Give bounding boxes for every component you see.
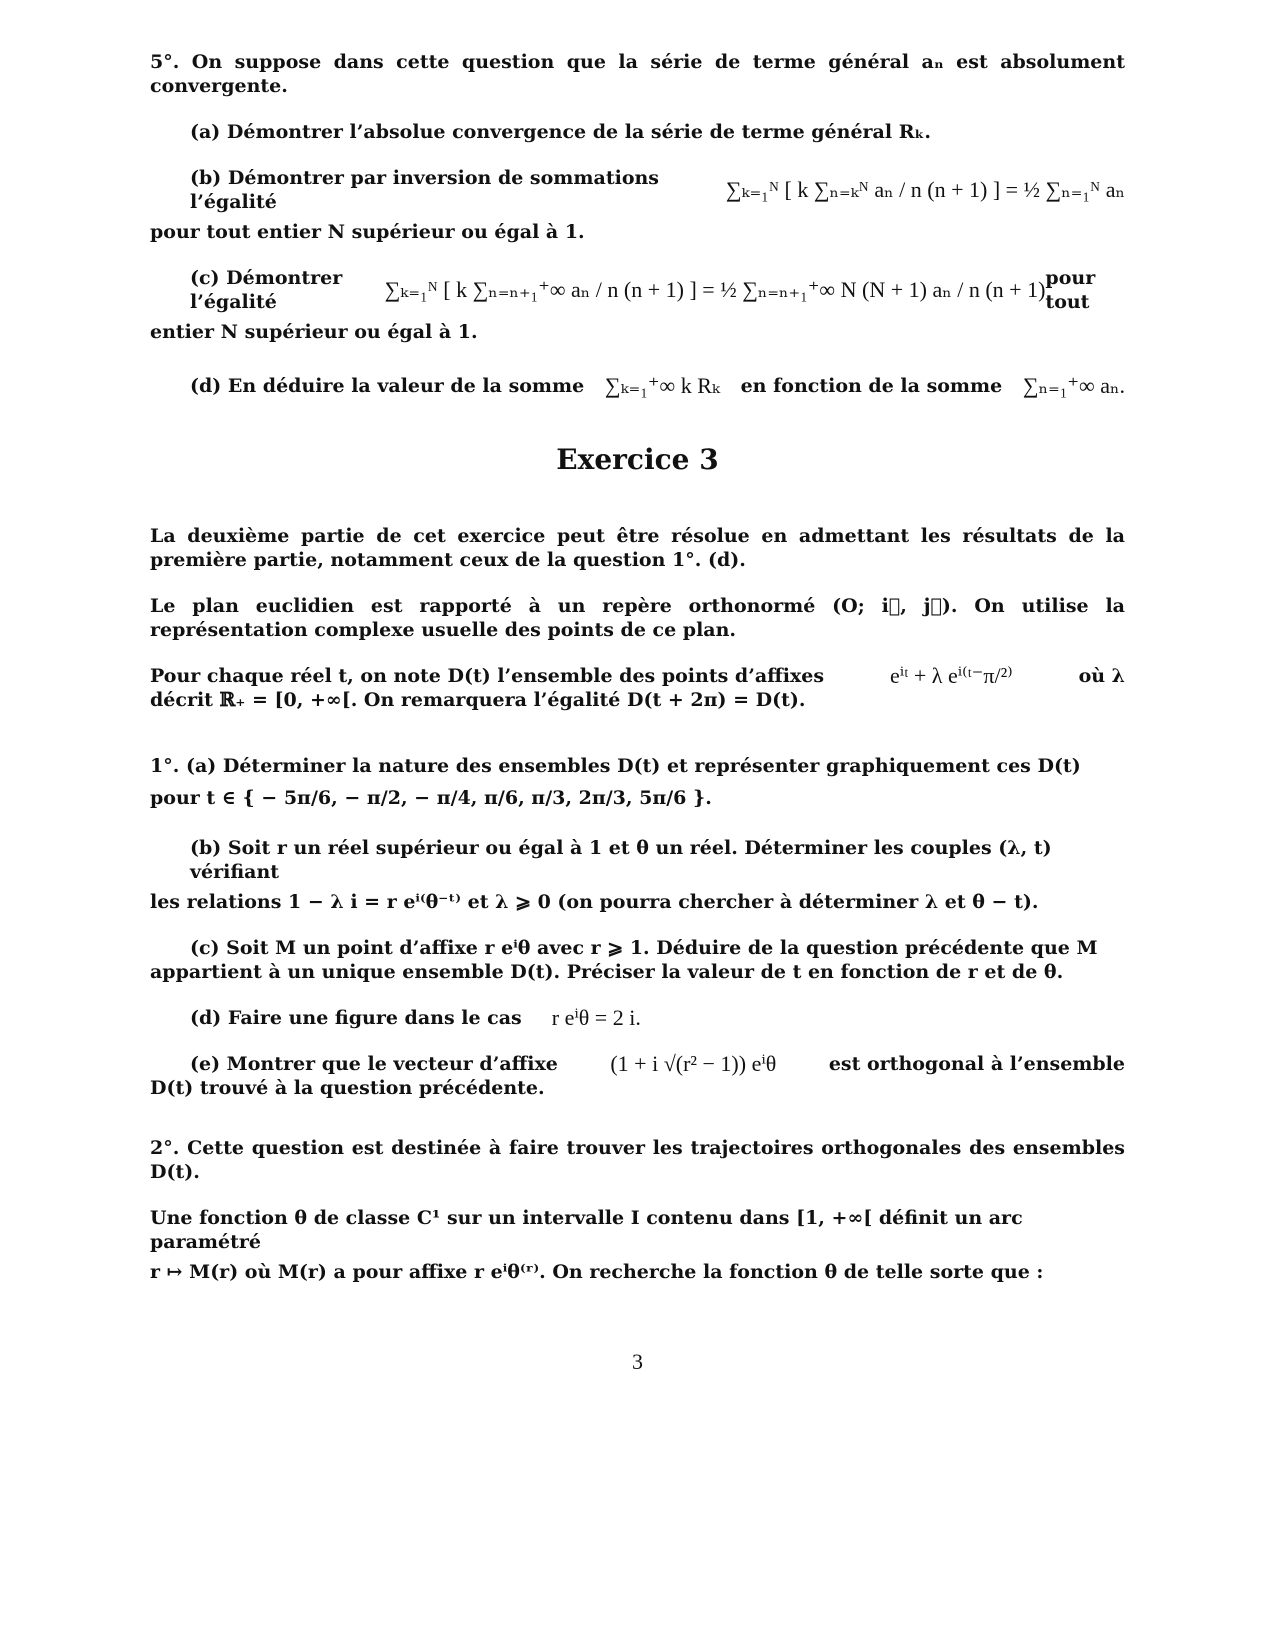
ex3-p3b: où λ [1078,665,1125,687]
q1-d: (d) Faire une figure dans le cas [190,1007,522,1029]
q1-d-formula: r eⁱθ = 2 i. [551,1005,641,1030]
ex3-p2: Le plan euclidien est rapporté à un repère orthonormé (O; i⃗, j⃗). On utilise la représentation complexe usuelle des points de ce plan. [150,595,1125,641]
q5-d-sum2: ∑ₙ₌₁⁺∞ aₙ. [1022,373,1125,398]
q1-e-row [150,1052,1125,1076]
q1-e-formula: (1 + i √(r² − 1)) eⁱθ [610,1051,777,1076]
q1-e1: (e) Montrer que le vecteur d’affixe [190,1053,558,1075]
ex3-p3-formula: eⁱᵗ + λ eⁱ⁽ᵗ⁻π/²⁾ [890,663,1013,688]
q5-d-sum1: ∑ₖ₌₁⁺∞ k Rₖ [604,373,720,398]
page-number: 3 [632,1349,643,1374]
q5-b-label: (b) Démontrer par inversion de sommations l’égalité [190,167,659,213]
exercise-title: Exercice 3 [556,443,719,476]
q5-b-tail: pour tout entier N supérieur ou égal à 1. [150,221,585,243]
q1-e3: D(t) trouvé à la question précédente. [150,1077,545,1099]
q5-b-row [150,166,1125,214]
q1-a2: pour t ∈ { − 5π/6, − π/2, − π/4, π/6, π/3, 2π/3, 5π/6 }. [150,787,712,809]
q2-p3: r ↦ M(r) où M(r) a pour affixe r eⁱθ⁽ʳ⁾. On recherche la fonction θ de telle sorte que : [150,1261,1044,1283]
q5-d-row [150,374,1125,398]
q1-d-row [150,1006,1125,1030]
q5-c-row [150,266,1125,314]
q5-c-after: pour tout [1045,267,1096,313]
q5-d-label: (d) En déduire la valeur de la somme [190,375,585,397]
q5-b-formula: ∑ₖ₌₁ᴺ [ k ∑ₙ₌ₖᴺ aₙ / n (n + 1) ] = ½ ∑ₙ₌₁ᴺ aₙ [725,177,1125,202]
q1-c1: (c) Soit M un point d’affixe r eⁱθ avec r ⩾ 1. Déduire de la question précédente que M [190,937,1098,959]
ex3-p3c: décrit ℝ₊ = [0, +∞[. On remarquera l’égalité D(t + 2π) = D(t). [150,689,806,711]
q1-c2: appartient à un unique ensemble D(t). Préciser la valeur de t en fonction de r et de θ. [150,961,1064,983]
q2-p2: Une fonction θ de classe C¹ sur un intervalle I contenu dans [1, +∞[ définit un arc paramétré [150,1207,1023,1253]
q1-e2: est orthogonal à l’ensemble [828,1053,1125,1075]
q1-a1: 1°. (a) Déterminer la nature des ensembles D(t) et représenter graphiquement ces D(t) [150,755,1081,777]
q5-intro: 5°. On suppose dans cette question que la série de terme général aₙ est absolument convergente. [150,51,1125,97]
q5-c-label: (c) Démontrer l’égalité [190,267,343,313]
q1-b1: (b) Soit r un réel supérieur ou égal à 1 et θ un réel. Déterminer les couples (λ, t) vérifiant [190,837,1052,883]
q5-c-formula: ∑ₖ₌₁ᴺ [ k ∑ₙ₌ₙ₊₁⁺∞ aₙ / n (n + 1) ] = ½ ∑ₙ₌ₙ₊₁⁺∞ N (N + 1) aₙ / n (n + 1) [384,277,1046,302]
q5-a: (a) Démontrer l’absolue convergence de la série de terme général Rₖ. [190,121,932,143]
q1-b2: les relations 1 − λ i = r eⁱ⁽θ⁻ᵗ⁾ et λ ⩾ 0 (on pourra chercher à déterminer λ et θ − t). [150,891,1039,913]
ex3-p3-row [150,664,1125,688]
ex3-p3a: Pour chaque réel t, on note D(t) l’ensemble des points d’affixes [150,665,825,687]
q5-d-mid: en fonction de la somme [740,375,1003,397]
q5-c-tail: entier N supérieur ou égal à 1. [150,321,478,343]
ex3-p1: La deuxième partie de cet exercice peut être résolue en admettant les résultats de la première partie, notamment ceux de la question 1°. (d). [150,525,1125,571]
document-page [150,50,1125,1374]
q2-p1: 2°. Cette question est destinée à faire trouver les trajectoires orthogonales des ensembles D(t). [150,1137,1125,1183]
